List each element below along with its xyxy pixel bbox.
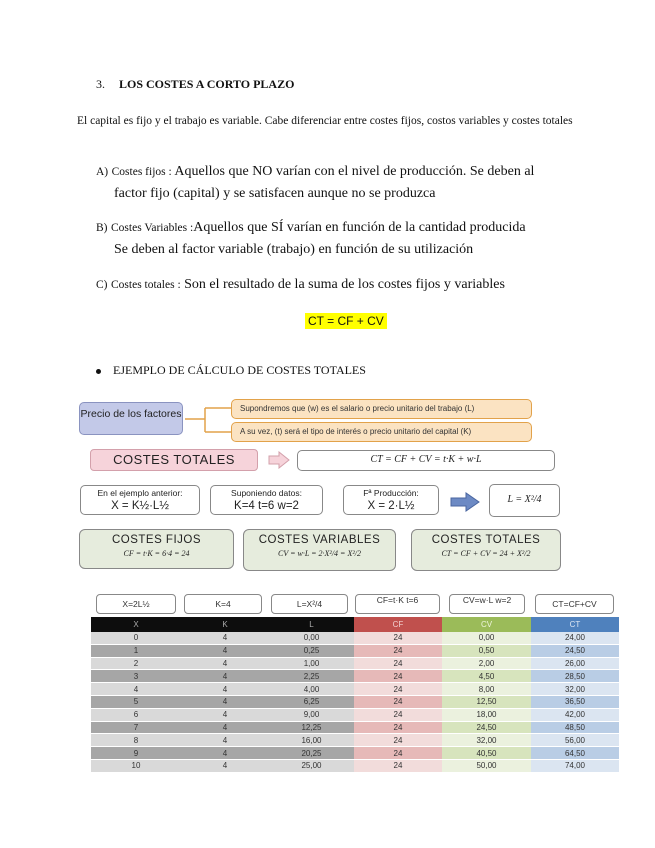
interest-assumption-box: A su vez, (t) será el tipo de interés o precio unitario del capital (K) [231,422,532,442]
example-heading: EJEMPLO DE CÁLCULO DE COSTES TOTALES [113,363,366,377]
table-row [91,708,619,721]
list-item-total-costs [96,274,596,296]
cell-k: 4 [181,644,269,657]
wage-assumption-box: Supondremos que (w) es el salario o precio unitario del trabajo (L) [231,399,532,419]
production-function-value: X = 2·L½ [367,500,415,512]
cell-x: 7 [91,721,181,734]
factor-prices-box: Precio de los factores [79,402,183,435]
given-data-label: Suponiendo datos: [231,488,302,498]
header-k: K [181,617,269,632]
total-cost-formula: CT = CF + CV [305,313,387,329]
header-cf: CF [354,617,442,632]
col-label-l: L=X²/4 [271,594,348,614]
cell-ct: 74,00 [531,759,619,772]
cell-k: 4 [181,759,269,772]
header-ct: CT [531,617,619,632]
table-row [91,657,619,670]
cell-l: 1,00 [269,657,354,670]
cell-x: 2 [91,657,181,670]
cell-cv: 2,00 [442,657,531,670]
cell-k: 4 [181,657,269,670]
cell-l: 16,00 [269,734,354,747]
intro-paragraph: El capital es fijo y el trabajo es variable. Cabe diferenciar entre costes fijos, costos variables y costes totales [77,115,573,127]
cell-x: 5 [91,695,181,708]
table-row [91,695,619,708]
table-row [91,734,619,747]
cell-ct: 32,00 [531,683,619,696]
cell-ct: 26,00 [531,657,619,670]
section-number: 3. [96,77,105,91]
total-costs-label: COSTES TOTALES [90,449,258,471]
fixed-costs-box [79,529,234,569]
cell-cf: 24 [354,644,442,657]
cell-cv: 18,00 [442,708,531,721]
cell-x: 6 [91,708,181,721]
cell-l: 20,25 [269,747,354,760]
cell-k: 4 [181,747,269,760]
cost-table [91,617,619,773]
cell-cv: 8,00 [442,683,531,696]
table-row [91,759,619,772]
item-lead: Costes totales : [111,279,181,291]
table-row [91,683,619,696]
variable-costs-formula: CV = w·L = 2·X²/4 = X²/2 [278,549,361,558]
cell-cf: 24 [354,759,442,772]
table-row [91,721,619,734]
cell-cf: 24 [354,695,442,708]
total-costs-formula: CT = CF + CV = t·K + w·L [297,450,555,471]
list-item-fixed-costs [96,161,596,204]
item-continuation: factor fijo (capital) y se satisfacen aunque no se produzca [114,186,436,201]
bracket-connector [183,400,233,442]
cell-cf: 24 [354,670,442,683]
cell-k: 4 [181,695,269,708]
cell-cv: 0,00 [442,632,531,644]
table-row [91,644,619,657]
bullet-dot-icon [96,369,101,374]
cell-cv: 40,50 [442,747,531,760]
total-costs-box [411,529,561,571]
header-l: L [269,617,354,632]
cell-x: 8 [91,734,181,747]
header-cv: CV [442,617,531,632]
table-row [91,632,619,644]
cell-l: 9,00 [269,708,354,721]
cell-l: 6,25 [269,695,354,708]
arrow-right-icon [268,451,290,469]
cell-cf: 24 [354,708,442,721]
fixed-costs-title: COSTES FIJOS [111,534,202,546]
cell-k: 4 [181,708,269,721]
cell-ct: 48,50 [531,721,619,734]
col-label-cf: CF=t·K t=6 [355,594,440,614]
col-label-cv: CV=w·L w=2 [449,594,525,614]
cell-cf: 24 [354,683,442,696]
cell-cv: 12,50 [442,695,531,708]
cell-ct: 56,00 [531,734,619,747]
cell-cf: 24 [354,632,442,644]
cell-ct: 42,00 [531,708,619,721]
cell-k: 4 [181,734,269,747]
col-label-x: X=2L½ [96,594,176,614]
cell-ct: 24,50 [531,644,619,657]
cell-x: 0 [91,632,181,644]
item-text: Son el resultado de la suma de los costes fijos y variables [180,277,505,292]
total-costs-formula-box: CT = CF + CV = 24 + X²/2 [441,549,531,558]
cell-l: 4,00 [269,683,354,696]
example-bullet [96,363,366,378]
cell-l: 12,25 [269,721,354,734]
cell-ct: 28,50 [531,670,619,683]
cell-cv: 32,00 [442,734,531,747]
item-marker: C) [96,279,108,291]
cell-k: 4 [181,670,269,683]
production-function-label: Fª Producción: [363,488,419,498]
col-label-k: K=4 [184,594,262,614]
section-heading [96,77,294,92]
cell-cv: 4,50 [442,670,531,683]
table-row [91,747,619,760]
cell-l: 0,25 [269,644,354,657]
example-function-label: En el ejemplo anterior: [97,488,183,498]
item-lead: Costes Variables : [111,222,194,234]
cell-cv: 50,00 [442,759,531,772]
header-x: X [91,617,181,632]
item-text: Aquellos que SÍ varían en función de la cantidad producida [193,220,526,235]
cell-cv: 0,50 [442,644,531,657]
item-continuation: Se deben al factor variable (trabajo) en función de su utilización [114,242,474,257]
item-lead: Costes fijos : [111,166,172,178]
labor-requirement-box: L = X²/4 [489,484,560,517]
cell-k: 4 [181,683,269,696]
section-title: LOS COSTES A CORTO PLAZO [119,77,295,91]
cell-l: 25,00 [269,759,354,772]
arrow-right-icon [450,492,480,512]
given-data-box [210,485,323,515]
example-function-value: X = K½·L½ [111,500,169,512]
item-marker: B) [96,222,108,234]
cell-cf: 24 [354,747,442,760]
col-label-ct: CT=CF+CV [535,594,614,614]
cell-x: 10 [91,759,181,772]
cell-ct: 24,00 [531,632,619,644]
cell-x: 9 [91,747,181,760]
cell-l: 2,25 [269,670,354,683]
table-row [91,670,619,683]
cell-cf: 24 [354,721,442,734]
total-costs-title: COSTES TOTALES [431,534,541,546]
cell-x: 4 [91,683,181,696]
cell-k: 4 [181,632,269,644]
cell-l: 0,00 [269,632,354,644]
given-data-value: K=4 t=6 w=2 [234,500,299,512]
cell-x: 3 [91,670,181,683]
cell-ct: 64,50 [531,747,619,760]
cell-cf: 24 [354,734,442,747]
fixed-costs-formula: CF = t·K = 6·4 = 24 [123,549,190,558]
variable-costs-box [243,529,396,571]
variable-costs-title: COSTES VARIABLES [258,534,381,546]
item-text: Aquellos que NO varían con el nivel de producción. Se deben al [171,164,535,179]
production-function-box [343,485,439,515]
list-item-variable-costs [96,217,596,260]
item-marker: A) [96,166,109,178]
cell-cf: 24 [354,657,442,670]
cell-ct: 36,50 [531,695,619,708]
example-function-box [80,485,200,515]
table-header-row [91,617,619,632]
cell-cv: 24,50 [442,721,531,734]
cell-x: 1 [91,644,181,657]
cell-k: 4 [181,721,269,734]
